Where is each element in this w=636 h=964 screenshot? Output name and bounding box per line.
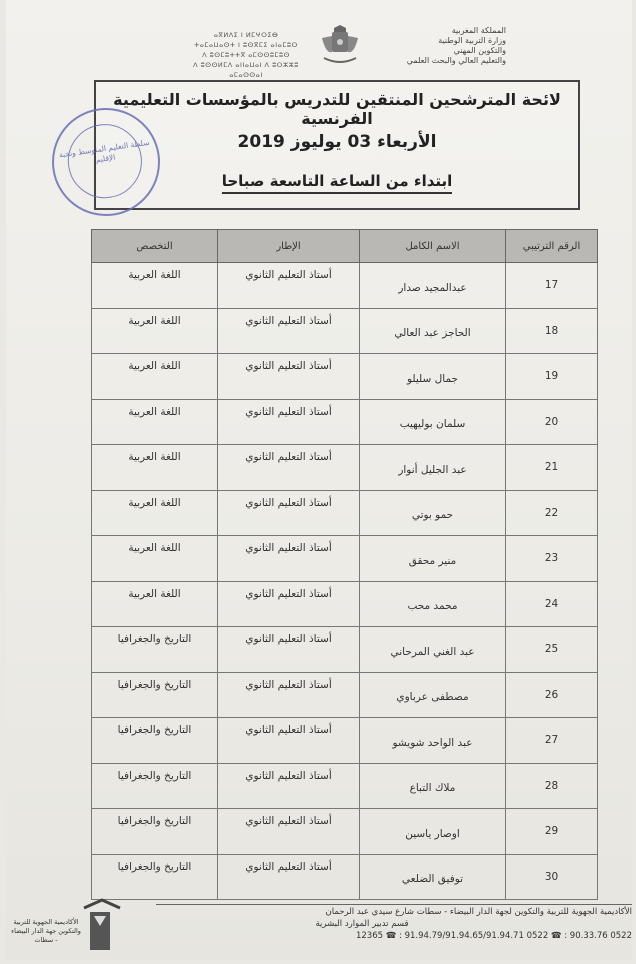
table-row (92, 581, 598, 627)
stamp-text: سلطة التعليم المتوسط ونخبة الإقليم (58, 137, 150, 165)
header-left-line: ⵜⴰⵎⴰⵡⴰⵙⵜ ⵏ ⵓⵙⴳⵎⵉ ⴰⵏⴰⵎⵓⵔ (194, 41, 298, 49)
row-full-name: مصطفى عرباوي (360, 672, 506, 718)
row-specialty: التاريخ والجغرافيا (92, 672, 218, 718)
document-date: الأربعاء 03 يوليوز 2019 (237, 132, 437, 152)
footer-divider (156, 904, 632, 905)
header-amazigh-text (186, 30, 306, 80)
title-box (94, 80, 580, 210)
header-right-line: وزارة التربية الوطنية (438, 36, 506, 45)
row-full-name: حمو بوتي (360, 490, 506, 536)
row-full-name: عبد الواحد شويشو (360, 718, 506, 764)
footer (152, 906, 632, 942)
table-row (92, 490, 598, 536)
row-number: 27 (506, 718, 598, 764)
row-frame: أستاذ التعليم الثانوي (218, 581, 360, 627)
table-row (92, 536, 598, 582)
header-right-line: المملكة المغربية (451, 26, 506, 35)
row-frame: أستاذ التعليم الثانوي (218, 263, 360, 309)
row-number: 25 (506, 627, 598, 673)
row-number: 29 (506, 809, 598, 855)
header-right-line: والتكوين المهني (453, 46, 506, 55)
table-row (92, 854, 598, 900)
row-specialty: اللغة العربية (92, 445, 218, 491)
row-number: 30 (506, 854, 598, 900)
row-number: 24 (506, 581, 598, 627)
row-number: 21 (506, 445, 598, 491)
document-page (6, 0, 632, 960)
row-frame: أستاذ التعليم الثانوي (218, 809, 360, 855)
row-full-name: محمد محب (360, 581, 506, 627)
document-title: لائحة المترشحين المنتقين للتدريس بالمؤسسات التعليمية الفرنسية (113, 90, 561, 128)
table-header-row (92, 230, 598, 263)
academy-logo-text: الأكاديمية الجهوية للتربية والتكوين جهة الدار البيضاء - سطات (11, 918, 81, 944)
header-specialty: التخصص (92, 230, 218, 263)
header-left-line: ⴷ ⵓⵙⵙⵍⵎⴷ ⴰⵏⵏⴰⵡⴰⵏ ⴷ ⵓⵔⵣⵣⵓ ⴰⵎⴰⵙⵙⴰⵏ (193, 61, 299, 79)
coat-of-arms-icon (316, 24, 364, 68)
row-frame: أستاذ التعليم الثانوي (218, 445, 360, 491)
header-full-name: الاسم الكامل (360, 230, 506, 263)
footer-phones: 0522 90.33.76 : ☎ 0522 91.94.79/91.94.65/91.94.71 : ☎ 12365 (355, 931, 632, 941)
row-full-name: اوصار ياسين (360, 809, 506, 855)
row-number: 28 (506, 763, 598, 809)
row-full-name: جمال سليلو (360, 354, 506, 400)
row-number: 18 (506, 308, 598, 354)
row-frame: أستاذ التعليم الثانوي (218, 536, 360, 582)
document-time (96, 172, 578, 190)
row-specialty: اللغة العربية (92, 490, 218, 536)
table-row (92, 308, 598, 354)
table-row (92, 354, 598, 400)
footer-department: قسم تدبير الموارد البشرية (315, 919, 409, 929)
row-full-name: توفيق الضلعي (360, 854, 506, 900)
row-full-name: الحاجز عبد العالي (360, 308, 506, 354)
row-specialty: اللغة العربية (92, 581, 218, 627)
row-number: 26 (506, 672, 598, 718)
header-left-line: ⴰⴳⵍⴷⵉ ⵏ ⵍⵎⵖⵔⵉⴱ (213, 31, 279, 39)
row-specialty: اللغة العربية (92, 308, 218, 354)
row-specialty: اللغة العربية (92, 536, 218, 582)
row-frame: أستاذ التعليم الثانوي (218, 308, 360, 354)
row-specialty: التاريخ والجغرافيا (92, 854, 218, 900)
row-number: 19 (506, 354, 598, 400)
row-full-name: عبد الغني المرحاني (360, 627, 506, 673)
table-row (92, 627, 598, 673)
row-specialty: اللغة العربية (92, 263, 218, 309)
row-frame: أستاذ التعليم الثانوي (218, 763, 360, 809)
row-full-name: سلمان بوليهيب (360, 399, 506, 445)
table-row (92, 399, 598, 445)
row-specialty: التاريخ والجغرافيا (92, 627, 218, 673)
row-number: 22 (506, 490, 598, 536)
row-frame: أستاذ التعليم الثانوي (218, 354, 360, 400)
row-full-name: ملاك التباع (360, 763, 506, 809)
table-row (92, 763, 598, 809)
row-full-name: عبد الجليل أنوار (360, 445, 506, 491)
table-row (92, 718, 598, 764)
row-specialty: التاريخ والجغرافيا (92, 809, 218, 855)
row-number: 17 (506, 263, 598, 309)
table-row (92, 672, 598, 718)
row-number: 20 (506, 399, 598, 445)
row-full-name: عبدالمجيد صدار (360, 263, 506, 309)
header-left-line: ⴷ ⵓⵙⵎⵓⵜⵜⴳ ⴰⵎⵙⵙⵓⵎⵓⵙ (202, 51, 290, 59)
footer-address: الأكاديمية الجهوية للتربية والتكوين لجهة الدار البيضاء - سطات شارع سيدي عبد الرحمان (325, 907, 632, 917)
row-specialty: اللغة العربية (92, 354, 218, 400)
header-right-line: والتعليم العالي والبحث العلمي (406, 56, 506, 65)
document-time-text: ابتداء من الساعة التاسعة صباحا (222, 172, 453, 194)
row-frame: أستاذ التعليم الثانوي (218, 627, 360, 673)
row-full-name: منير محقق (360, 536, 506, 582)
row-frame: أستاذ التعليم الثانوي (218, 672, 360, 718)
row-frame: أستاذ التعليم الثانوي (218, 718, 360, 764)
row-frame: أستاذ التعليم الثانوي (218, 399, 360, 445)
row-frame: أستاذ التعليم الثانوي (218, 854, 360, 900)
candidates-table (91, 229, 598, 900)
row-specialty: اللغة العربية (92, 399, 218, 445)
table-row (92, 445, 598, 491)
header-frame: الإطار (218, 230, 360, 263)
row-specialty: التاريخ والجغرافيا (92, 718, 218, 764)
row-number: 23 (506, 536, 598, 582)
row-frame: أستاذ التعليم الثانوي (218, 490, 360, 536)
table-row (92, 263, 598, 309)
header-ministry-text (386, 26, 506, 66)
header-number: الرقم الترتيبي (506, 230, 598, 263)
table-row (92, 809, 598, 855)
row-specialty: التاريخ والجغرافيا (92, 763, 218, 809)
